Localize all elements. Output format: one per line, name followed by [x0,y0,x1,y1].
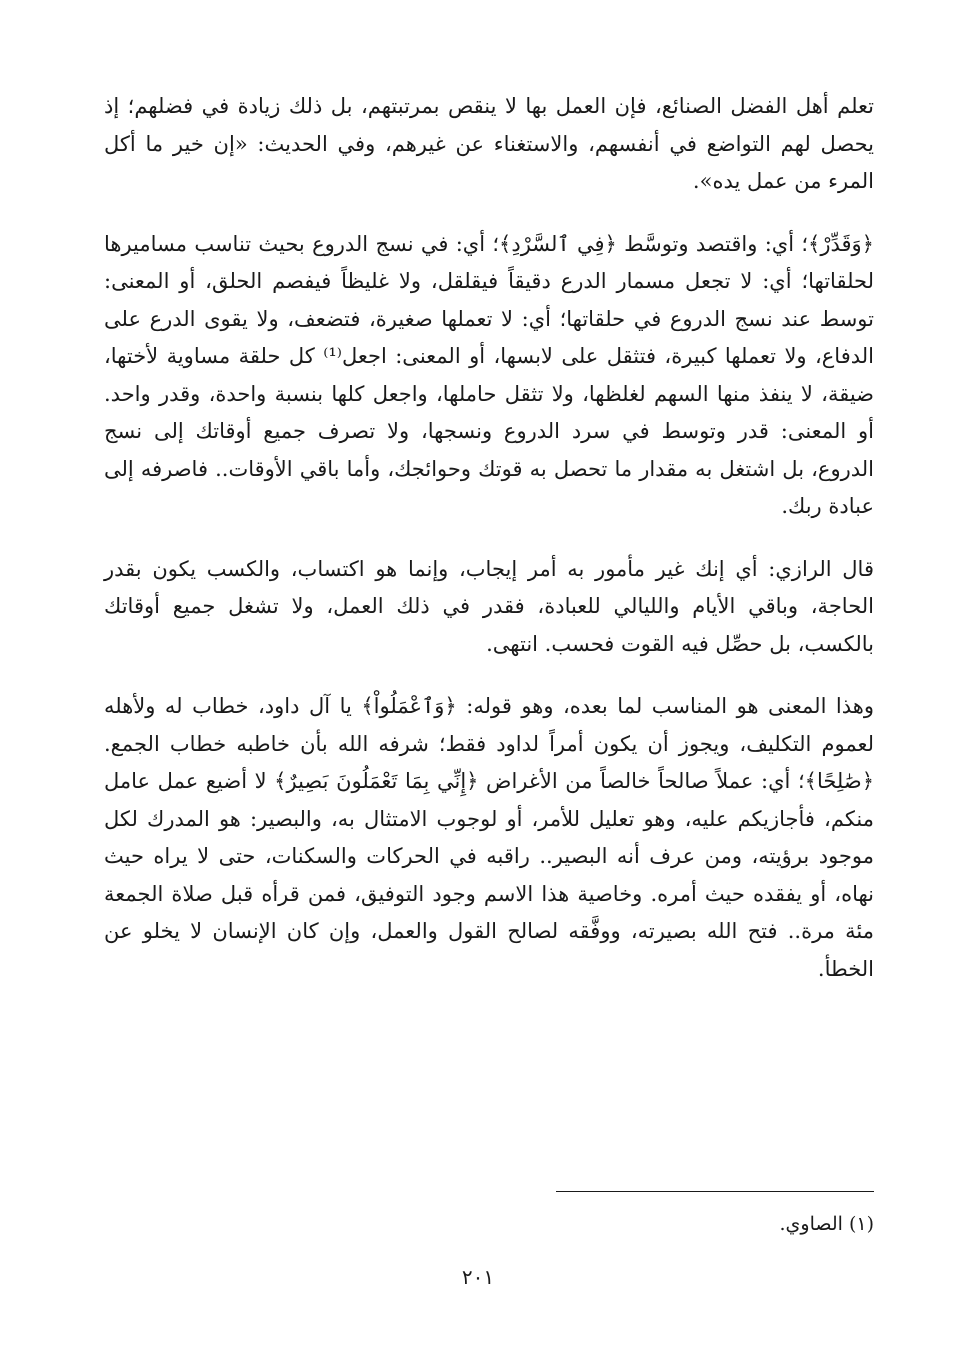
paragraph-2: ﴿وَقَدِّرْ﴾؛ أي: واقتصد وتوسَّط ﴿فِي ٱلسَّرْدِ﴾؛ أي: في نسج الدروع بحيث تناسب مساميرها لحلقاتها؛ أي: لا تجعل مسمار الدرع دقيقاً فيقلقل، ولا غليظاً فيفصم الحلق، أو المعنى: توسط عند نسج الدروع في حلقاتها؛ أي: لا تعملها صغيرة، فتضعف، ولا يقوى الدرع على الدفاع، ولا تعملها كبيرة، فتثقل على لابسها، أو المعنى: اجعل⁽¹⁾ كل حلقة مساوية لأختها، ضيقة، لا ينفذ منها السهم لغلظها، ولا تثقل حاملها، واجعل كلها بنسبة واحدة، وقدر واحد. أو المعنى: قدر وتوسط في سرد الدروع ونسجها، ولا تصرف جميع أوقاتك إلى نسج الدروع، بل اشتغل به مقدار ما تحصل به قوتك وحوائجك، وأما باقي الأوقات.. فاصرفه إلى عبادة ربك. [104,231,875,518]
paragraph-3: قال الرازي: أي إنك غير مأمور به أمر إيجاب، وإنما هو اكتساب، والكسب يكون بقدر الحاجة، وباقي الأيام والليالي للعبادة، فقدر في ذلك العمل، ولا تشغل جميع أوقاتك بالكسب، بل حصِّل فيه القوت فحسب. انتهى. [104,556,874,656]
page-number: ٢٠١ [461,1265,495,1289]
footnote: (١) الصاوي. [779,1213,874,1235]
paragraph-4: وهذا المعنى هو المناسب لما بعده، وهو قوله: ﴿وَٱعْمَلُواْ﴾ يا آل داود، خطاب له ولأهله لعموم التكليف، ويجوز أن يكون أمراً لداود فقط؛ شرفه الله بأن خاطبه خطاب الجمع. ﴿صَٰلِحًا﴾؛ أي: عملاً صالحاً خالصاً من الأغراض ﴿إِنِّي بِمَا تَعْمَلُونَ بَصِيرٌ﴾ لا أضيع عمل عامل منكم، فأجازيكم عليه، وهو تعليل للأمر، أو لوجوب الامتثال به، والبصير: هو المدرك لكل موجود برؤيته، ومن عرف أنه البصير.. راقبه في الحركات والسكنات، حتى لا يراه حيث نهاه، أو يفقده حيث أمره. وخاصية هذا الاسم وجود التوفيق، فمن قرأه قبل صلاة الجمعة مئة مرة.. فتح الله بصيرته، ووفَّقه لصالح القول والعمل، وإن كان الإنسان لا يخلو عن الخطأ. [104,694,874,981]
paragraph-1: تعلم أهل الفضل الصنائع، فإن العمل بها لا ينقص بمرتبتهم، بل ذلك زيادة في فضلهم؛ إذ يحصل لهم التواضع في أنفسهم، والاستغناء عن غيرهم، وفي الحديث: «إن خير ما أكل المرء من عمل يده». [104,94,874,193]
book-page-body [104,88,874,1013]
footnote-divider [556,1191,874,1192]
